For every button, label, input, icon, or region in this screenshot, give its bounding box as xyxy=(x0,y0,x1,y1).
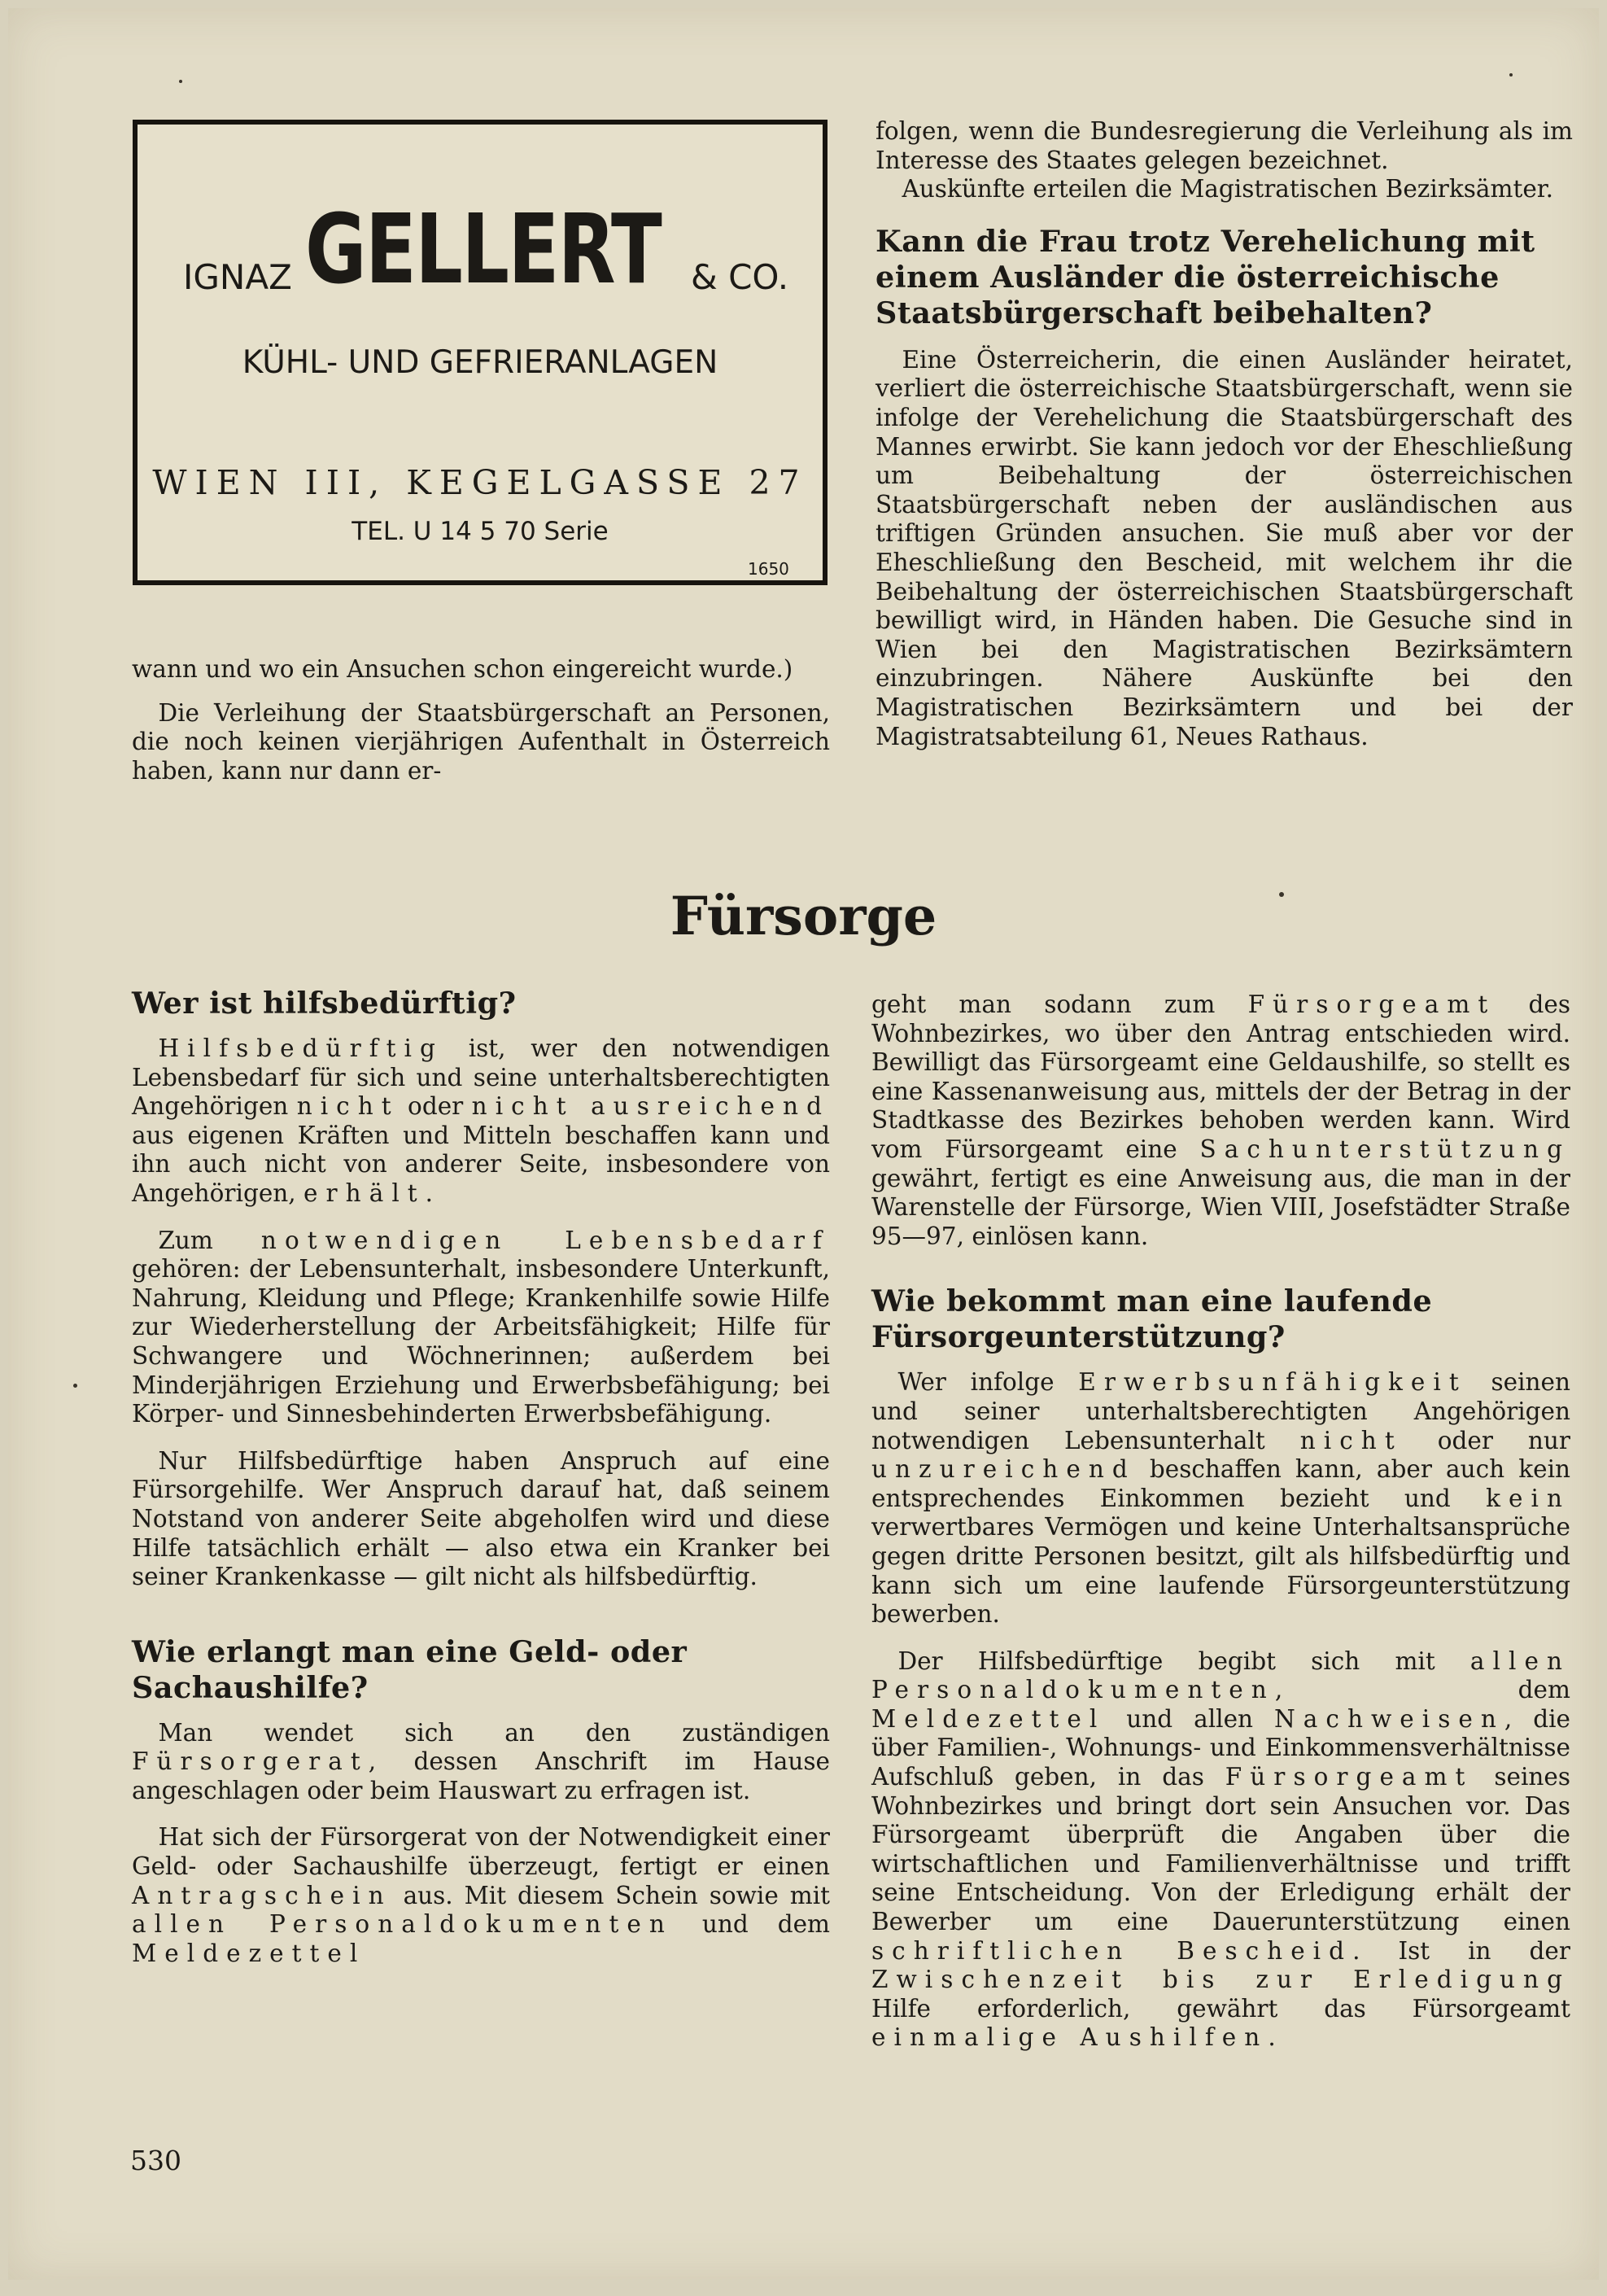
paragraph: Nur Hilfsbedürftige haben Anspruch auf eine Fürsorgehilfe. Wer Anspruch darauf hat, daß seinem Notstand von anderer Seite abgeholfen wird und diese Hilfe tatsächlich erhält — also etwa ein Kranker bei seiner Krankenkasse — gilt nicht als hilfsbedürftig. xyxy=(132,1446,830,1591)
ad-number: 1650 xyxy=(748,559,789,579)
right-bottom-column xyxy=(871,991,1570,2053)
text: aus eigenen Kräften und Mitteln beschaffen kann und ihn auch nicht von anderer Seite, insbesondere von Angehörigen, xyxy=(132,1121,830,1207)
scan-speck xyxy=(179,80,182,83)
text: Man wendet sich an den zuständigen xyxy=(158,1718,830,1747)
emphasis: Zwischenzeit bis zur Erledigung xyxy=(871,1966,1570,1994)
text: des Wohnbezirkes, wo über den Antrag entschieden wird. Bewilligt das Fürsorgeamt eine Geldaushilfe, so stellt es eine Kassenanweisung aus, mittels der der Betrag in der Stadtkasse des Bezirkes behoben werden kann. Wird vom Fürsorgeamt eine xyxy=(871,991,1571,1163)
emphasis: unzureichend xyxy=(871,1455,1136,1484)
text: und allen xyxy=(1105,1704,1274,1733)
ad-prefix: IGNAZ xyxy=(183,257,292,297)
emphasis: allen Personaldokumenten xyxy=(132,1910,673,1939)
paragraph xyxy=(132,1034,830,1209)
text: seinen und seiner unterhaltsberechtigten Angehörigen notwendigen Lebensunterhalt xyxy=(871,1368,1570,1454)
paragraph xyxy=(871,991,1570,1251)
section-title: Fürsorge xyxy=(670,886,937,947)
emphasis: Erwerbsunfähigkeit xyxy=(1078,1368,1467,1397)
section-heading: Wie erlangt man eine Geld- oder Sachaushilfe? xyxy=(132,1633,688,1705)
emphasis: erhält. xyxy=(303,1179,442,1207)
emphasis: Fürsorgerat xyxy=(132,1747,369,1776)
scan-speck xyxy=(1279,892,1284,897)
text: oder nur xyxy=(1402,1426,1570,1454)
section-heading: Wer ist hilfsbedürftig? xyxy=(132,986,517,1021)
emphasis: einmalige Aushilfen xyxy=(871,2023,1269,2052)
text: verwertbares Vermögen und keine Unterhaltsansprüche gegen dritte Personen besitzt, gilt als hilfsbedürftig und kann sich um eine laufende Fürsorgeunterstützung bewerben. xyxy=(871,1513,1570,1629)
text: gewährt, fertigt es eine Anweisung aus, die man in der Warenstelle der Fürsorge, Wien VIII, Josefstädter Straße 95—97, einlösen kann. xyxy=(871,1164,1570,1250)
paragraph: wann und wo ein Ansuchen schon eingereicht wurde.) xyxy=(132,655,793,683)
emphasis: Fürsorgeamt xyxy=(1247,991,1496,1018)
ad-address: WIEN III, KEGELGASSE 27 xyxy=(152,463,808,502)
emphasis: nicht ausreichend xyxy=(471,1092,830,1121)
paragraph: Die Verleihung der Staatsbürgerschaft an Personen, die noch keinen vierjährigen Aufenthalt in Österreich haben, kann nur dann er- xyxy=(132,698,830,785)
scanned-page xyxy=(8,8,1599,2280)
emphasis: Fürsorgeamt xyxy=(1225,1763,1474,1791)
paragraph: Eine Österreicherin, die einen Ausländer heiratet, verliert die österreichische Staatsbürgerschaft, wenn sie infolge der Verehelichung die Staatsbürgerschaft des Mannes erwirbt. Sie kann jedoch vor der Eheschließung um Beibehaltung der österreichischen Staatsbürgerschaft neben der ausländischen aus triftigen Gründen ansuchen. Sie muß aber vor der Eheschließung den Bescheid, mit welchem ihr die Beibehaltung der österreichischen Staatsbürgerschaft bewilligt wird, in Händen haben. Die Gesuche sind in Wien bei den Magistratischen Bezirksämtern einzubringen. Nähere Auskünfte bei den Magistratischen Bezirksämtern und bei der Magistratsabteilung 61, Neues Rathaus. xyxy=(876,345,1573,750)
text: ist, wer den notwendigen Lebensbedarf für sich und seine unterhaltsberechtigten Angehörigen xyxy=(132,1034,830,1121)
text: Zum xyxy=(158,1226,261,1254)
text: . xyxy=(1268,2023,1276,2052)
ad-suffix: & CO. xyxy=(691,257,789,297)
paragraph: Auskünfte erteilen die Magistratischen Bezirksämter. xyxy=(902,175,1554,203)
text: aus. Mit diesem Schein sowie mit xyxy=(391,1881,830,1909)
text: oder xyxy=(399,1092,472,1121)
emphasis: Antragschein xyxy=(132,1881,392,1909)
text: Wer infolge xyxy=(897,1368,1079,1397)
emphasis: Meldezettel xyxy=(132,1939,366,1967)
text: beschaffen kann, aber auch kein entsprechendes Einkommen bezieht und xyxy=(871,1455,1570,1512)
emphasis: nicht xyxy=(1299,1426,1403,1454)
text: , dem xyxy=(1274,1676,1570,1704)
paragraph: folgen, wenn die Bundesregierung die Verleihung als im Interesse des Staates gelegen bezeichnet. xyxy=(876,117,1573,174)
section-heading: Wie bekommt man eine laufende Fürsorgeunterstützung? xyxy=(871,1284,1433,1355)
text: Hilfe erforderlich, gewährt das Fürsorgeamt xyxy=(871,1994,1570,2023)
paragraph xyxy=(132,1823,830,1968)
paragraph xyxy=(132,1227,830,1429)
text: , dessen Anschrift im Hause angeschlagen oder beim Hauswart zu erfragen ist. xyxy=(132,1747,830,1804)
text: gehören: der Lebensunterhalt, insbesondere Unterkunft, Nahrung, Kleidung und Pflege; Krankenhilfe sowie Hilfe zur Wiederherstellung der Arbeitsfähigkeit; Hilfe für Schwangere und Wöchnerinnen; außerdem bei Minderjährigen Erziehung und Erwerbsbefähigung; bei Körper- und Sinnesbehinderten Erwerbsbefähigung. xyxy=(132,1255,830,1428)
emphasis: Hilfsbedürftig xyxy=(158,1034,443,1062)
text: . Ist in der xyxy=(1352,1936,1570,1965)
text: Hat sich der Fürsorgerat von der Notwendigkeit einer Geld- oder Sachaushilfe überzeugt, fertigt er einen xyxy=(132,1823,830,1881)
paragraph xyxy=(871,1647,1570,2053)
emphasis: nicht xyxy=(296,1092,400,1121)
section-heading: Kann die Frau trotz Verehelichung mit einem Ausländer die österreichische Staatsbürgerschaft beibehalten? xyxy=(876,223,1535,330)
emphasis: allen Personaldokumenten xyxy=(871,1647,1570,1704)
ad-telephone: TEL. U 14 5 70 Serie xyxy=(352,517,609,546)
left-bottom-column xyxy=(132,986,830,1968)
emphasis: Nachweisen xyxy=(1273,1704,1504,1733)
left-top-column xyxy=(132,655,830,785)
scan-speck xyxy=(1509,73,1513,77)
right-top-column xyxy=(876,117,1573,751)
ad-company-name: GELLERT xyxy=(305,193,662,305)
text: geht man sodann zum xyxy=(871,991,1248,1018)
text: seines Wohnbezirkes und bringt dort sein Ansuchen vor. Das Fürsorgeamt überprüft die Angaben über die wirtschaftlichen und Familienverhältnisse und trifft seine Entscheidung. Von der Erledigung erhält der Bewerber um eine Dauerunterstützung einen xyxy=(871,1763,1570,1936)
text: Der Hilfsbedürftige begibt sich mit xyxy=(897,1647,1470,1675)
emphasis: Sachunterstützung xyxy=(1199,1135,1570,1163)
emphasis: Meldezettel xyxy=(871,1704,1106,1733)
emphasis: notwendigen Lebensbedarf xyxy=(260,1226,830,1254)
scan-speck xyxy=(73,1384,77,1388)
emphasis: schriftlichen Bescheid xyxy=(871,1936,1353,1965)
paragraph xyxy=(132,1719,830,1806)
text: , die über Familien-, Wohnungs- und Einkommensverhältnisse Aufschluß geben, in das xyxy=(871,1704,1570,1791)
page-number: 530 xyxy=(130,2145,181,2176)
paragraph xyxy=(871,1368,1570,1629)
ad-business-line: KÜHL- UND GEFRIERANLAGEN xyxy=(242,344,718,381)
gellert-advertisement xyxy=(133,120,828,585)
emphasis: kein xyxy=(1486,1484,1570,1512)
text: und dem xyxy=(672,1910,831,1939)
